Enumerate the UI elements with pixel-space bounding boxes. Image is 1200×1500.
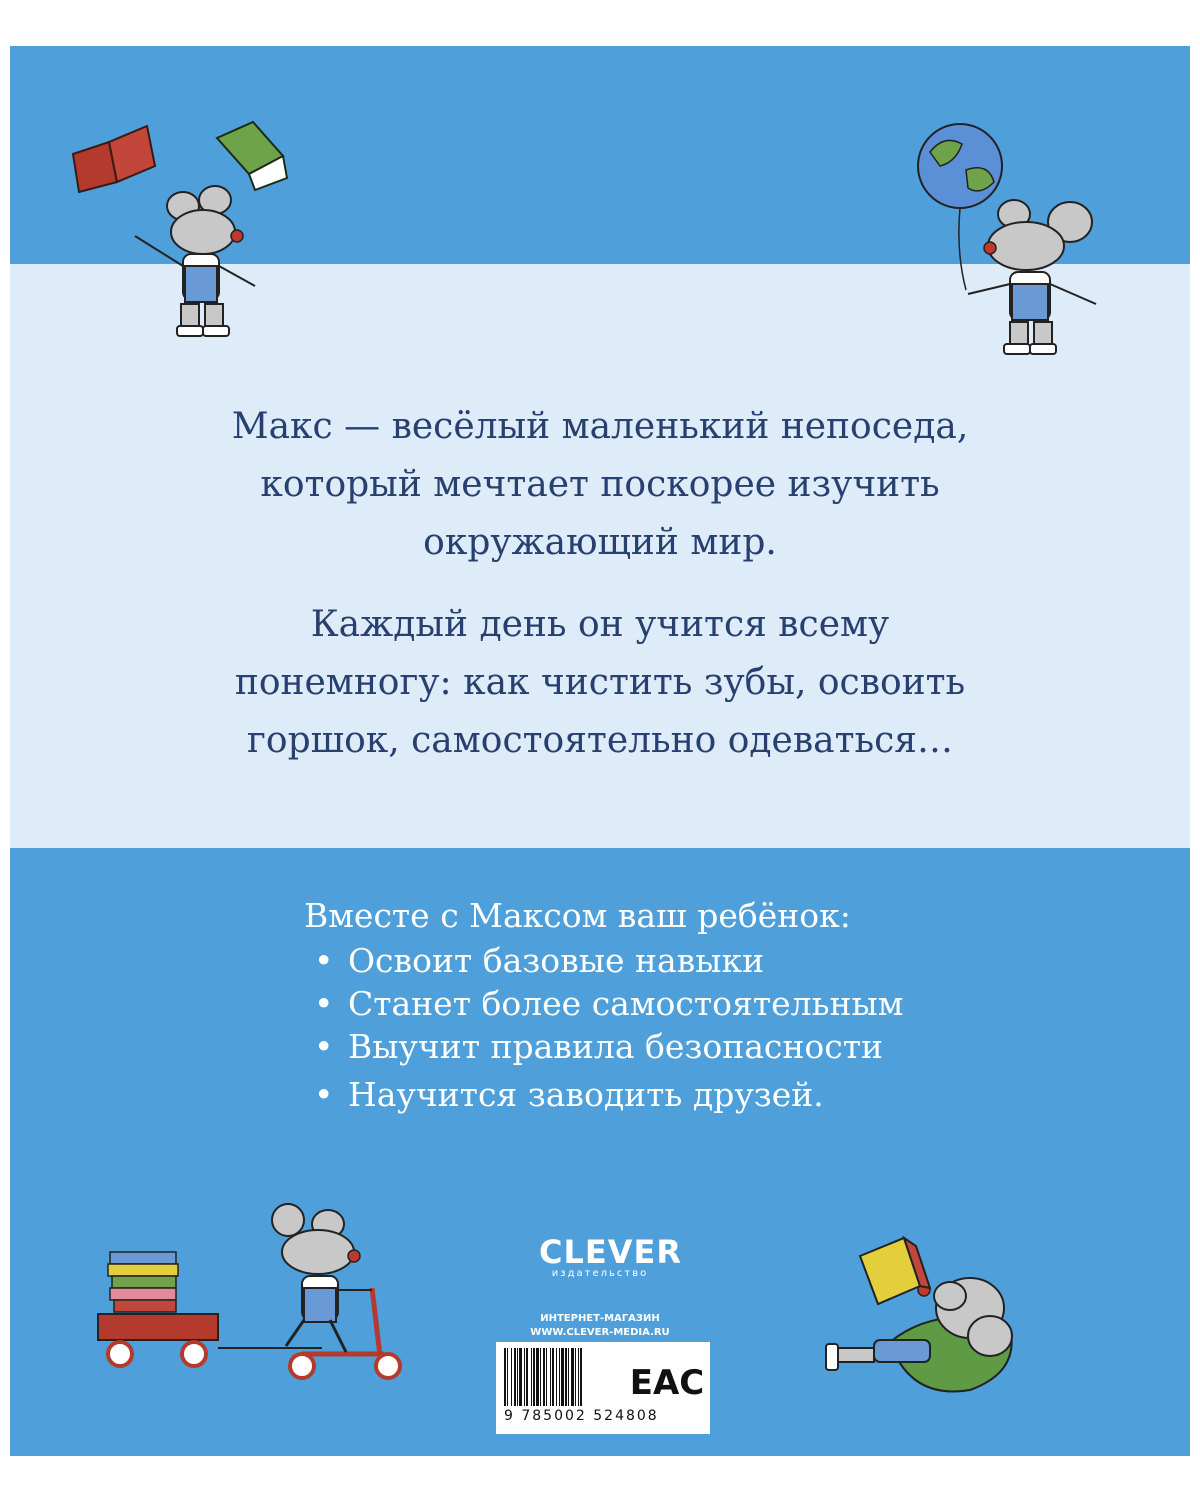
list-item [304, 939, 903, 982]
list-item [304, 1073, 903, 1116]
list-item [304, 1025, 903, 1068]
barcode-panel [496, 1342, 710, 1434]
isbn-number: 9 785002 524808 [504, 1408, 659, 1424]
mouse-reading-illustration [820, 1232, 1030, 1402]
bullet: • [314, 1027, 334, 1066]
intro-paragraph-1: Макс — весёлый маленький непоседа, который мечтает поскорее изучить окружающий мир. [231, 406, 969, 563]
list-item-text: Научится заводить друзей. [348, 1075, 824, 1114]
website-link[interactable]: WWW.CLEVER-MEDIA.RU [530, 1327, 670, 1338]
book-stack-icon [108, 1252, 178, 1312]
list-item-text: Станет более самостоятельным [348, 984, 904, 1023]
publisher-logo [539, 1233, 682, 1279]
mouse-juggling-books-illustration [65, 116, 275, 356]
eac-mark-icon [629, 1354, 705, 1404]
mouse-figure [272, 1204, 372, 1352]
mouse-scooter-wagon-illustration [90, 1196, 410, 1426]
bullet: • [314, 1075, 334, 1114]
list-item-text: Освоит базовые навыки [348, 941, 765, 980]
mouse-figure [968, 200, 1096, 354]
green-book-icon [217, 122, 287, 190]
list-item-text: Выучит правила безопасности [348, 1027, 883, 1066]
benefits-list [304, 894, 903, 1116]
back-cover [10, 46, 1190, 1456]
mouse-globe-balloon-illustration [910, 122, 1110, 367]
red-book-icon [73, 126, 155, 192]
mouse-figure [135, 186, 255, 336]
logo-wordmark: CLEVER [539, 1233, 682, 1271]
intro-text [10, 398, 1190, 770]
shop-label: ИНТЕРНЕТ-МАГАЗИН [540, 1313, 660, 1324]
eac-mark-label: EAC [629, 1363, 705, 1403]
bullet: • [314, 941, 334, 980]
list-item [304, 982, 903, 1025]
globe-icon [918, 124, 1002, 208]
logo-subtitle: издательство [551, 1268, 649, 1279]
online-shop-info [500, 1312, 700, 1340]
bullet: • [314, 984, 334, 1023]
barcode-icon [502, 1348, 642, 1414]
benefits-lead: Вместе с Максом ваш ребёнок: [304, 896, 851, 935]
intro-paragraph-2: Каждый день он учится всему понемногу: как чистить зубы, освоить горшок, самостоятельно одеваться… [234, 604, 966, 761]
